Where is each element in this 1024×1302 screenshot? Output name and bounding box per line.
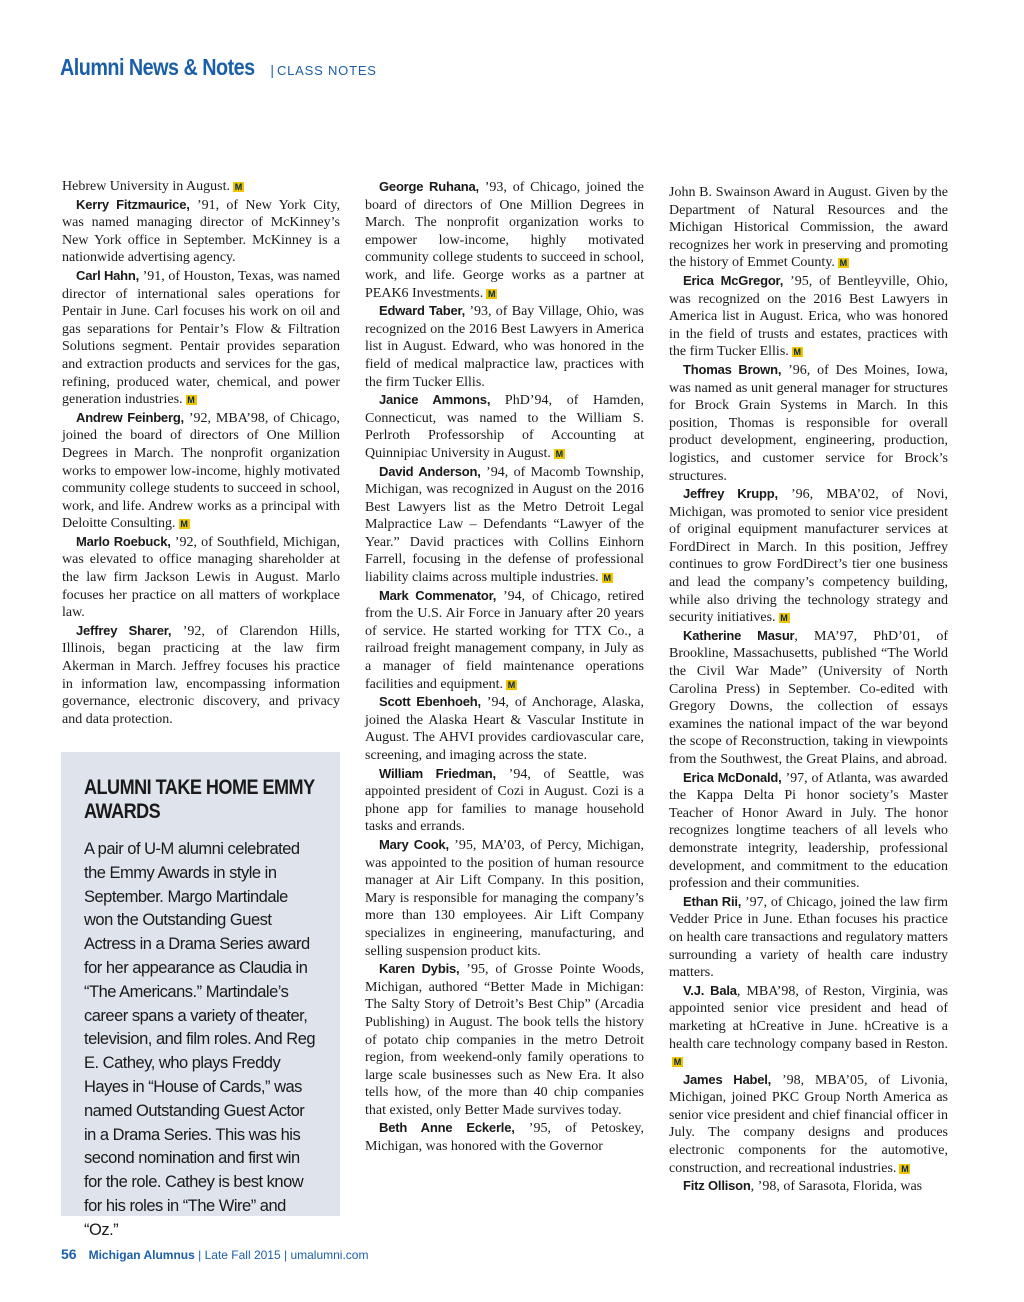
block-m-icon: M bbox=[839, 258, 848, 269]
note-text: ’97, of Chicago, joined the law firm Vedder Price in June. Ethan focuses his practice on health care transactions and regulatory matters surrounding a variety of health care industry matters. bbox=[669, 894, 948, 981]
alumni-name: David Anderson, bbox=[379, 463, 481, 479]
section-subtitle: CLASS NOTES bbox=[276, 63, 377, 78]
alumni-name: Andrew Feinberg, bbox=[76, 409, 184, 425]
block-m-icon: M bbox=[901, 1163, 909, 1174]
alumni-name: Scott Ebenhoeh, bbox=[379, 694, 481, 710]
issue-info: | Late Fall 2015 | umalumni.com bbox=[194, 1248, 369, 1262]
alumni-name: Carl Hahn, bbox=[76, 267, 140, 283]
block-m-icon: M bbox=[187, 395, 195, 406]
magazine-name: Michigan Alumnus bbox=[88, 1248, 195, 1262]
class-note bbox=[669, 627, 948, 769]
block-m-icon: M bbox=[780, 613, 788, 624]
alumni-name: Mary Cook, bbox=[379, 836, 449, 852]
note-text: ’97, of Atlanta, was awarded the Kappa Delta Pi honor society’s Master Teacher of Honor Award in July. The honor recognizes longtime teachers of all levels who demonstrate integrity, leadership, professional development, and commitment to the education profession and their communities. bbox=[669, 770, 948, 892]
note-text: , ’98, of Sarasota, Florida, was bbox=[750, 1179, 923, 1195]
alumni-name: Fitz Ollison bbox=[683, 1178, 751, 1194]
section-title: Alumni News & Notes bbox=[60, 54, 255, 80]
class-note bbox=[669, 893, 948, 982]
class-note bbox=[365, 836, 644, 960]
note-text: John B. Swainson Award in August. Given by the Department of Natural Resources and the Michigan Historical Commission, the award recognizes her work in preserving and promoting the history of Emmet County. bbox=[669, 185, 948, 271]
alumni-name: Edward Taber, bbox=[379, 303, 466, 319]
class-note bbox=[669, 1177, 948, 1196]
class-note bbox=[62, 267, 340, 409]
class-note bbox=[365, 391, 644, 462]
note-text: PhD’94, of Hamden, Connecticut, was named to the William S. Perlroth Professorship of Accounting at Quinnipiac University in August. bbox=[365, 393, 644, 461]
class-note bbox=[365, 693, 644, 764]
note-text: , MA’97, PhD’01, of Brookline, Massachusetts, published “The World the Civil War Made” (University of North Carolina Press) in September. Co-edited with Gregory Downs, the collection of essays examines the national impact of the war beyond the scope of Reconstruction, taking in viewpoints from the Southwest, the Great Plains, and abroad. bbox=[669, 628, 948, 767]
alumni-name: V.J. Bala bbox=[683, 982, 737, 998]
class-note bbox=[365, 302, 644, 391]
class-note bbox=[62, 178, 340, 196]
alumni-name: Mark Commenator, bbox=[379, 587, 497, 603]
alumni-name: Ethan Rii, bbox=[683, 893, 742, 909]
alumni-name: Marlo Roebuck, bbox=[76, 533, 171, 549]
class-note bbox=[365, 1119, 644, 1155]
page-number: 56 bbox=[61, 1246, 77, 1262]
class-note bbox=[62, 622, 340, 729]
class-note bbox=[669, 272, 948, 361]
page-footer bbox=[61, 1246, 368, 1264]
alumni-name: William Friedman, bbox=[379, 765, 496, 781]
class-note bbox=[669, 1071, 948, 1178]
note-text: ’96, of Des Moines, Iowa, was named as unit general manager for structures for Brock Grain Systems in March. In this position, Thomas is responsible for overall product development, engineering, production, logistics, and customer service for Brock’s structures. bbox=[669, 362, 948, 484]
alumni-name: Janice Ammons, bbox=[379, 392, 491, 408]
class-note bbox=[669, 769, 948, 893]
note-text: ’95, of Grosse Pointe Woods, Michigan, authored “Better Made in Michigan: The Salty Story of Detroit’s Best Chip” (Arcadia Publishing) in August. The book tells the history of potato chip companies in the metro Detroit region, from weekend-only family operations to large scale businesses such as New Era. It also tells how, of the more than 40 chip companies that existed, only Better Made survives today. bbox=[365, 962, 644, 1118]
note-text: ’92, of Southfield, Michigan, was elevated to office managing shareholder at the law firm Jackson Lewis in August. Marlo focuses her practice on all matters of workplace law. bbox=[62, 534, 341, 621]
class-note bbox=[365, 587, 644, 694]
alumni-name: James Habel, bbox=[683, 1071, 772, 1087]
note-text: ’92, MBA’98, of Chicago, joined the board of directors of One Million Degrees in March. The nonprofit organization works to empower low-income, highly motivated community college students to succeed in school, work, and life. Andrew works as a principal with Deloitte Consulting. bbox=[62, 410, 340, 532]
note-text: ’93, of Chicago, joined the board of directors of One Million Degrees in March. The nonprofit organization works to empower low-income, highly motivated community college students to succeed in school, work, and life. George works as a partner at PEAK6 Investments. bbox=[365, 180, 645, 301]
emmy-sidebar bbox=[61, 752, 340, 1239]
block-m-icon: M bbox=[555, 448, 564, 459]
note-text: ’95, MA’03, of Percy, Michigan, was appointed to the position of human resource manager at Air Lift Company. In this position, Mary is responsible for managing the company’s more than 130 employees. Air Lift Company specializes in engineering, manufacturing, and selling suspension product kits. bbox=[365, 837, 644, 959]
alumni-name: Erica McGregor, bbox=[683, 272, 784, 288]
block-m-icon: M bbox=[603, 573, 611, 584]
class-note bbox=[365, 960, 644, 1119]
alumni-name: Beth Anne Eckerle, bbox=[379, 1120, 515, 1136]
alumni-name: Erica McDonald, bbox=[683, 769, 782, 785]
header-separator: | bbox=[270, 62, 274, 78]
note-text: ’91, of New York City, was named managing director of McKinney’s New York office in September. McKinney is a nationwide advertising agency. bbox=[62, 197, 340, 266]
block-m-icon: M bbox=[234, 182, 243, 192]
class-note bbox=[669, 982, 948, 1071]
note-text: ’93, of Bay Village, Ohio, was recognized on the 2016 Best Lawyers in America list in August. Edward, who was honored in the field of medical malpractice law, practices with the firm Tucker Ellis. bbox=[365, 304, 645, 390]
class-note bbox=[669, 361, 948, 485]
column-3 bbox=[669, 184, 948, 1196]
note-text: , MBA’98, of Reston, Virginia, was appointed senior vice president and head of marketing at hCreative in June. hCreative is a health care technology company based in Reston. bbox=[669, 983, 948, 1052]
column-1 bbox=[62, 178, 340, 728]
block-m-icon: M bbox=[487, 288, 496, 299]
alumni-name: Jeffrey Sharer, bbox=[76, 622, 172, 638]
note-text: ’95, of Bentleyville, Ohio, was recognized on the 2016 Best Lawyers in America list in August. Erica, who was honored in the field of trusts and estates, practices with the firm Tucker Ellis. bbox=[669, 273, 948, 360]
alumni-name: Katherine Masur bbox=[683, 627, 795, 643]
class-note bbox=[62, 196, 340, 267]
note-text: ’91, of Houston, Texas, was named director of international sales operations for Pentair in June. Carl focuses his work on oil and gas separations for Pentair’s Flow & Filtration Solutions segment. Pentair provides separation and extraction products and services for the gas, refining, produced water, chemical, and power generation industries. bbox=[62, 268, 340, 408]
note-text: ’95, of Petoskey, Michigan, was honored with the Governor bbox=[365, 1121, 644, 1155]
class-note bbox=[62, 533, 340, 622]
class-note bbox=[62, 409, 340, 533]
note-text: ’96, MBA’02, of Novi, Michigan, was promoted to senior vice president of original equipment manufacturer services at FordDirect in March. In this position, Jeffrey continues to grow FordDirect’s tier one business and lead the company’s competency building, while also driving the technology strategy and security initiatives. bbox=[669, 487, 948, 626]
alumni-name: Karen Dybis, bbox=[379, 961, 460, 977]
class-note bbox=[365, 178, 644, 302]
block-m-icon: M bbox=[673, 1057, 682, 1068]
block-m-icon: M bbox=[507, 679, 516, 690]
class-note bbox=[365, 765, 644, 836]
class-note bbox=[669, 184, 948, 272]
note-text: ’98, MBA’05, of Livonia, Michigan, joined PKC Group North America as senior vice president and chief financial officer in July. The company designs and produces electronic components for the automotive, construction, and recreational industries. bbox=[669, 1072, 948, 1176]
note-text: ’94, of Chicago, retired from the U.S. Air Force in January after 20 years of service. He started working for TTX Co., a railroad freight management company, in July as a manager of field maintenance operations facilities and equipment. bbox=[365, 588, 644, 692]
note-text: ’94, of Macomb Township, Michigan, was recognized in August on the 2016 Best Lawyers list as the Metro Detroit Legal Malpractice Law – Defendants “Lawyer of the Year.” David practices with Collins Einhorn Farrell, focusing in the defense of professional liability claims across multiple industries. bbox=[365, 464, 644, 586]
alumni-name: Kerry Fitzmaurice, bbox=[76, 196, 190, 212]
column-2 bbox=[365, 178, 644, 1156]
block-m-icon: M bbox=[793, 347, 802, 358]
sidebar-title: ALUMNI TAKE HOME EMMY AWARDS bbox=[84, 776, 315, 823]
alumni-name: Jeffrey Krupp, bbox=[683, 486, 778, 502]
alumni-name: George Ruhana, bbox=[379, 179, 479, 194]
class-note bbox=[365, 463, 644, 587]
note-text: ’94, of Anchorage, Alaska, joined the Alaska Heart & Vascular Institute in August. The AHVI provides cardiovascular care, screening, and imaging across the state. bbox=[365, 695, 644, 763]
note-text: ’94, of Seattle, was appointed president of Cozi in August. Cozi is a phone app for families to manage household tasks and errands. bbox=[365, 766, 644, 835]
note-text: Hebrew University in August. bbox=[62, 179, 230, 194]
sidebar-body: A pair of U-M alumni celebrated the Emmy Awards in style in September. Margo Martindale won the Outstanding Guest Actress in a Drama Series award for her appearance as Claudia in “The Americans.” Martindale’s career spans a variety of theater, television, and film roles. And Reg E. Cathey, who plays Freddy Hayes in “House of Cards,” was named Outstanding Guest Actor in a Drama Series. This was his second nomination and first win for the role. Cathey is best know for his roles in “The Wire” and “Oz.” bbox=[84, 840, 316, 1239]
class-note bbox=[669, 485, 948, 627]
note-text: ’92, of Clarendon Hills, Illinois, began practicing at the law firm Akerman in March. Jeffrey focuses his practice in information law, encompassing information governance, electronic discovery, and privacy and data protection. bbox=[62, 623, 340, 727]
alumni-name: Thomas Brown, bbox=[683, 361, 782, 377]
block-m-icon: M bbox=[180, 519, 188, 530]
page-header bbox=[60, 54, 377, 81]
